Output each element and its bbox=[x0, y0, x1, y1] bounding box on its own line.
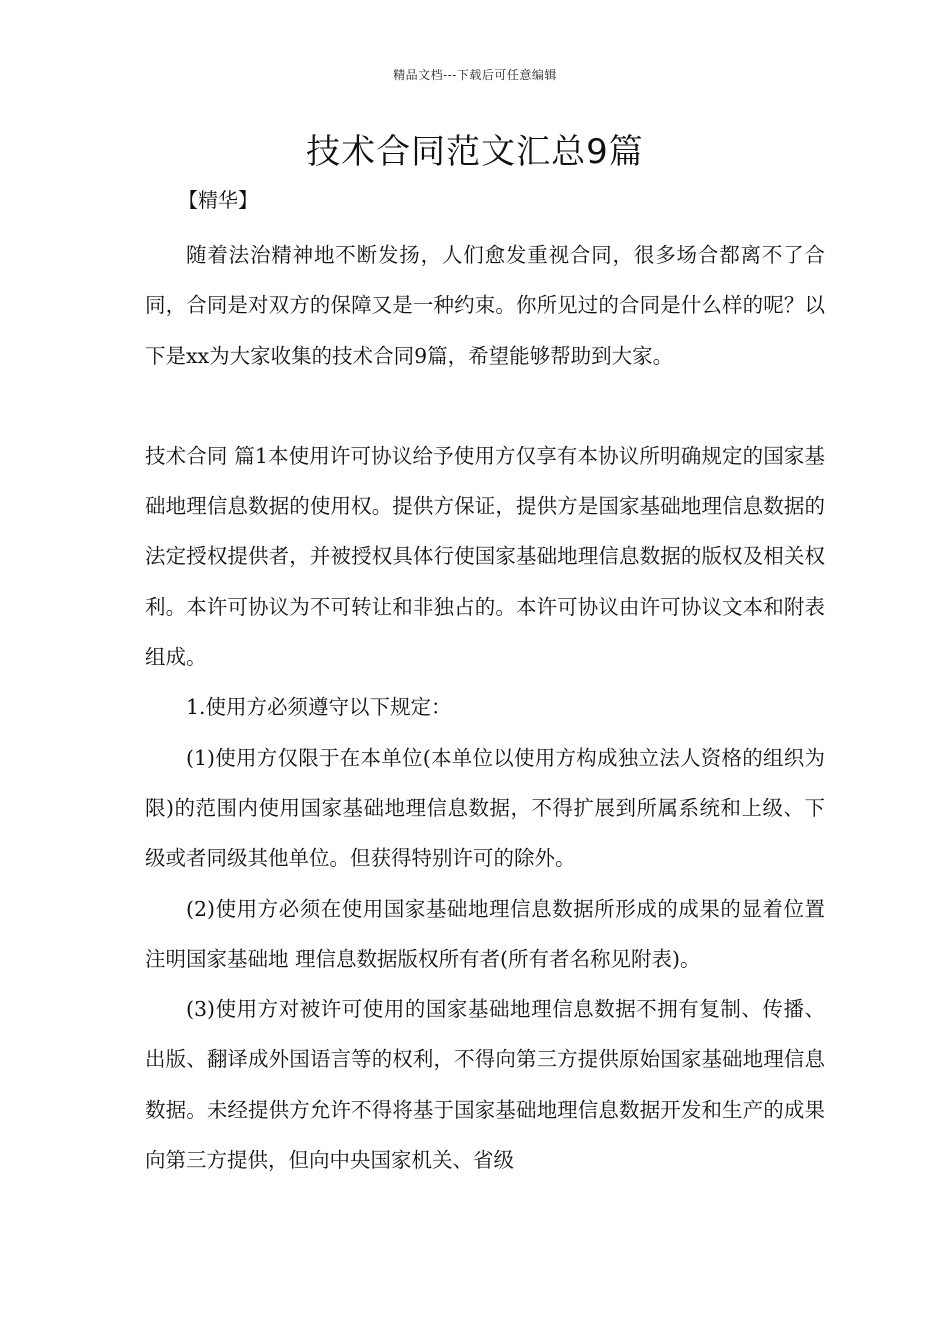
section1-heading: 技术合同 篇1 bbox=[145, 443, 268, 468]
document-body bbox=[145, 230, 825, 1185]
document-tag: 【精华】 bbox=[178, 188, 258, 212]
section1-clause1: (1)使用方仅限于在本单位(本单位以使用方构成独立法人资格的组织为限)的范围内使用国家基础地理信息数据，不得扩展到所属系统和上级、下级或者同级其他单位。但获得特别许可的除外。 bbox=[145, 745, 825, 871]
intro-paragraph: 随着法治精神地不断发扬，人们愈发重视合同，很多场合都离不了合同，合同是对双方的保障又是一种约束。你所见过的合同是什么样的呢？以下是xx为大家收集的技术合同9篇，希望能够帮助到大家。 bbox=[145, 243, 825, 368]
section-spacer bbox=[145, 381, 825, 431]
section1-lead-paragraph bbox=[145, 431, 825, 682]
section1-clause3: (3)使用方对被许可使用的国家基础地理信息数据不拥有复制、传播、出版、翻译成外国语言等的权利，不得向第三方提供原始国家基础地理信息数据。未经提供方允许不得将基于国家基础地理信息数据开发和生产的成果向第三方提供，但向中央国家机关、省级 bbox=[145, 997, 825, 1173]
page-header: 精品文档---下载后可任意编辑 bbox=[393, 68, 557, 82]
section1-clause2: (2)使用方必须在使用国家基础地理信息数据所形成的成果的显着位置注明国家基础地 理信息数据版权所有者(所有者名称见附表)。 bbox=[145, 896, 825, 971]
document-title: 技术合同范文汇总9篇 bbox=[306, 132, 644, 172]
section1-lead-text: 本使用许可协议给予使用方仅享有本协议所明确规定的国家基础地理信息数据的使用权。提供方保证，提供方是国家基础地理信息数据的法定授权提供者，并被授权具体行使国家基础地理信息数据的版权及相关权利。本许可协议为不可转让和非独占的。本许可协议由许可协议文本和附表组成。 bbox=[145, 443, 826, 670]
section1-item1: 1.使用方必须遵守以下规定： bbox=[186, 695, 452, 720]
